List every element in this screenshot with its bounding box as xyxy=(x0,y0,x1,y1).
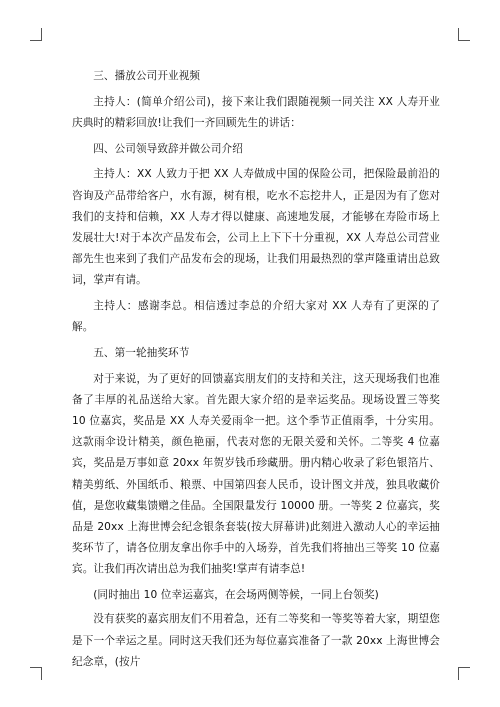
crop-mark-top-right-v xyxy=(458,28,459,41)
paragraph-prizes: 对于来说，为了更好的回馈嘉宾朋友们的支持和关注，这天现场我们也准备了丰厚的礼品送给大家。首先跟大家介绍的是幸运奖品。现场设置三等奖 10 位嘉宾，奖品是 XX 人寿关爱雨伞一把。这个季节正值雨季，十分实用。这款雨伞设计精美，颜色艳丽，代表对您的无限关爱和关怀。二等奖 4 位嘉宾，奖品是万事如意 20xx 年贺岁钱币珍藏册。册内精心收录了彩色银箔片、精美剪纸、外国纸币、粮票、中国第四套人民币，设计图文并茂，独具收藏价值，是您收藏集馈赠之佳品。全国限量发行 10000 册。一等奖 2 位嘉宾，奖品是 20xx 上海世博会纪念银条套装(按大屏幕讲)此刻进入激动人心的幸运抽奖环节了，请各位朋友拿出你手中的入场券，首先我们将抽出三等奖 10 位嘉宾。让我们再次请出总为我们抽奖!掌声有请李总! xyxy=(72,372,440,576)
section-heading-video: 三、播放公司开业视频 xyxy=(93,70,201,82)
paragraph-lottery-note: (同时抽出 10 位幸运嘉宾，在会场两侧等候，一同上台领奖) xyxy=(93,589,379,602)
section-heading-leader-speech: 四、公司领导致辞并做公司介绍 xyxy=(93,142,243,155)
section-heading-lottery: 五、第一轮抽奖环节 xyxy=(93,346,190,359)
crop-mark-top-right-h xyxy=(458,40,470,41)
paragraph-host-video: 主持人：(简单介绍公司)，接下来让我们跟随视频一同关注 XX 人寿开业庆典时的精彩回放!让我们一齐回顾先生的讲话： xyxy=(72,95,440,129)
crop-mark-bottom-right-v xyxy=(458,667,459,680)
document-body xyxy=(72,66,440,677)
paragraph-host-thanks: 主持人：感谢李总。相信透过李总的介绍大家对 XX 人寿有了更深的了解。 xyxy=(72,300,440,334)
crop-mark-top-left-v xyxy=(41,28,42,41)
crop-mark-bottom-left-v xyxy=(41,667,42,680)
crop-mark-bottom-right-h xyxy=(458,667,470,668)
paragraph-encouragement: 没有获奖的嘉宾朋友们不用着急，还有二等奖和一等奖等着大家，期望您是下一个幸运之星。同时这天我们还为每位嘉宾准备了一款 20xx 上海世博会纪念章，(按片 xyxy=(72,613,440,668)
paragraph-host-introduction: 主持人：XX 人致力于把 XX 人寿做成中国的保险公司，把保险最前沿的咨询及产品带给客户，水有源，树有根，吃水不忘挖井人，正是因为有了您对我们的支持和信赖，XX 人寿才得以健康、高速地发展，才能够在寿险市场上发展壮大!对于本次产品发布会，公司上上下下十分重视，XX 人寿总公司营业部先生也来到了我们产品发布会的现场，让我们用最热烈的掌声隆重请出总致词，掌声有请。 xyxy=(72,168,440,287)
